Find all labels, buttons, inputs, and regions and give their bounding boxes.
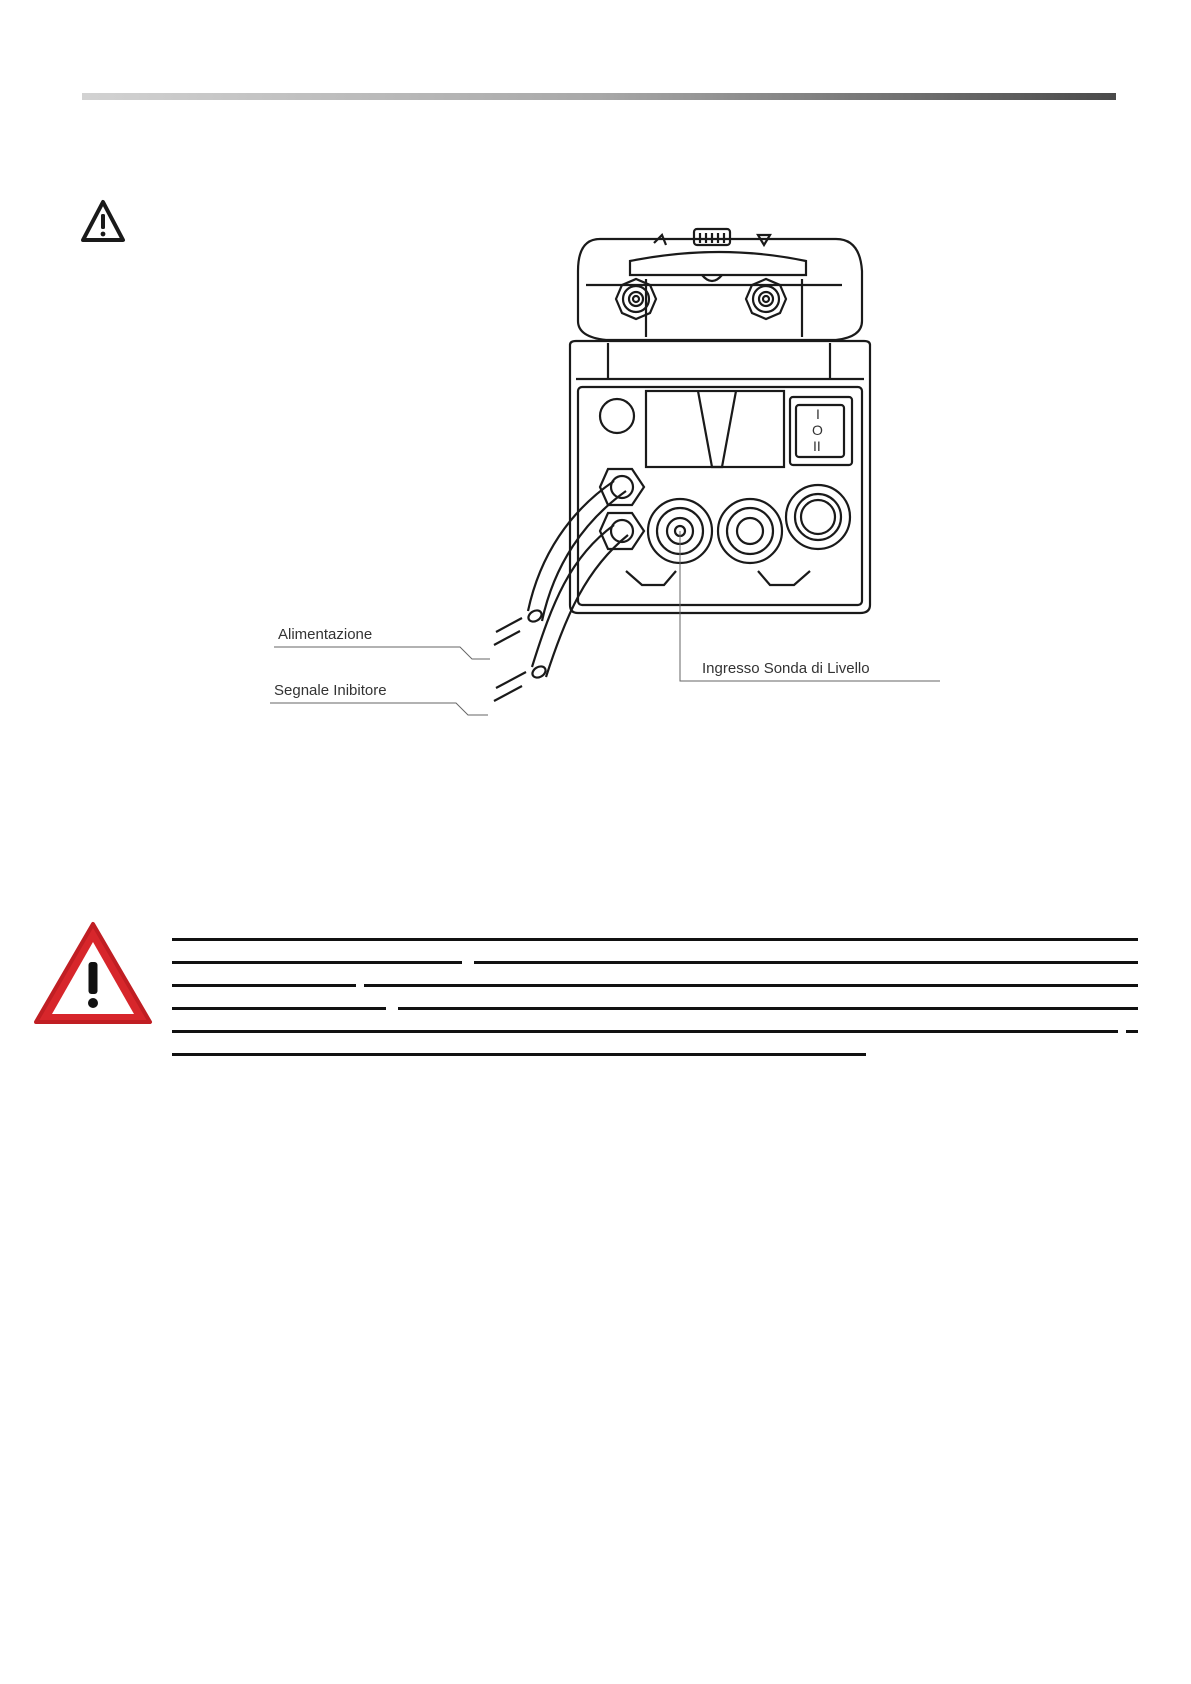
warning-line xyxy=(364,984,1138,987)
label-inhibitor-signal: Segnale Inibitore xyxy=(274,682,387,699)
header-rule xyxy=(82,93,1116,100)
switch-mark-two: II xyxy=(813,438,821,454)
pump-connection-diagram xyxy=(270,225,950,735)
warning-line xyxy=(172,1007,386,1010)
caution-icon xyxy=(80,198,126,246)
warning-line xyxy=(172,1030,1118,1033)
label-power: Alimentazione xyxy=(278,626,373,643)
warning-line xyxy=(172,961,462,964)
warning-text-block xyxy=(172,938,1138,1058)
warning-line xyxy=(172,984,356,987)
switch-mark-off: O xyxy=(812,422,823,438)
warning-line xyxy=(1126,1030,1138,1033)
warning-sign-icon xyxy=(30,918,156,1030)
switch-mark-on: I xyxy=(816,406,820,422)
warning-line xyxy=(172,938,1138,941)
warning-line xyxy=(474,961,1138,964)
warning-line xyxy=(172,1053,866,1056)
warning-line xyxy=(398,1007,1138,1010)
label-level-probe-input: Ingresso Sonda di Livello xyxy=(702,660,870,677)
